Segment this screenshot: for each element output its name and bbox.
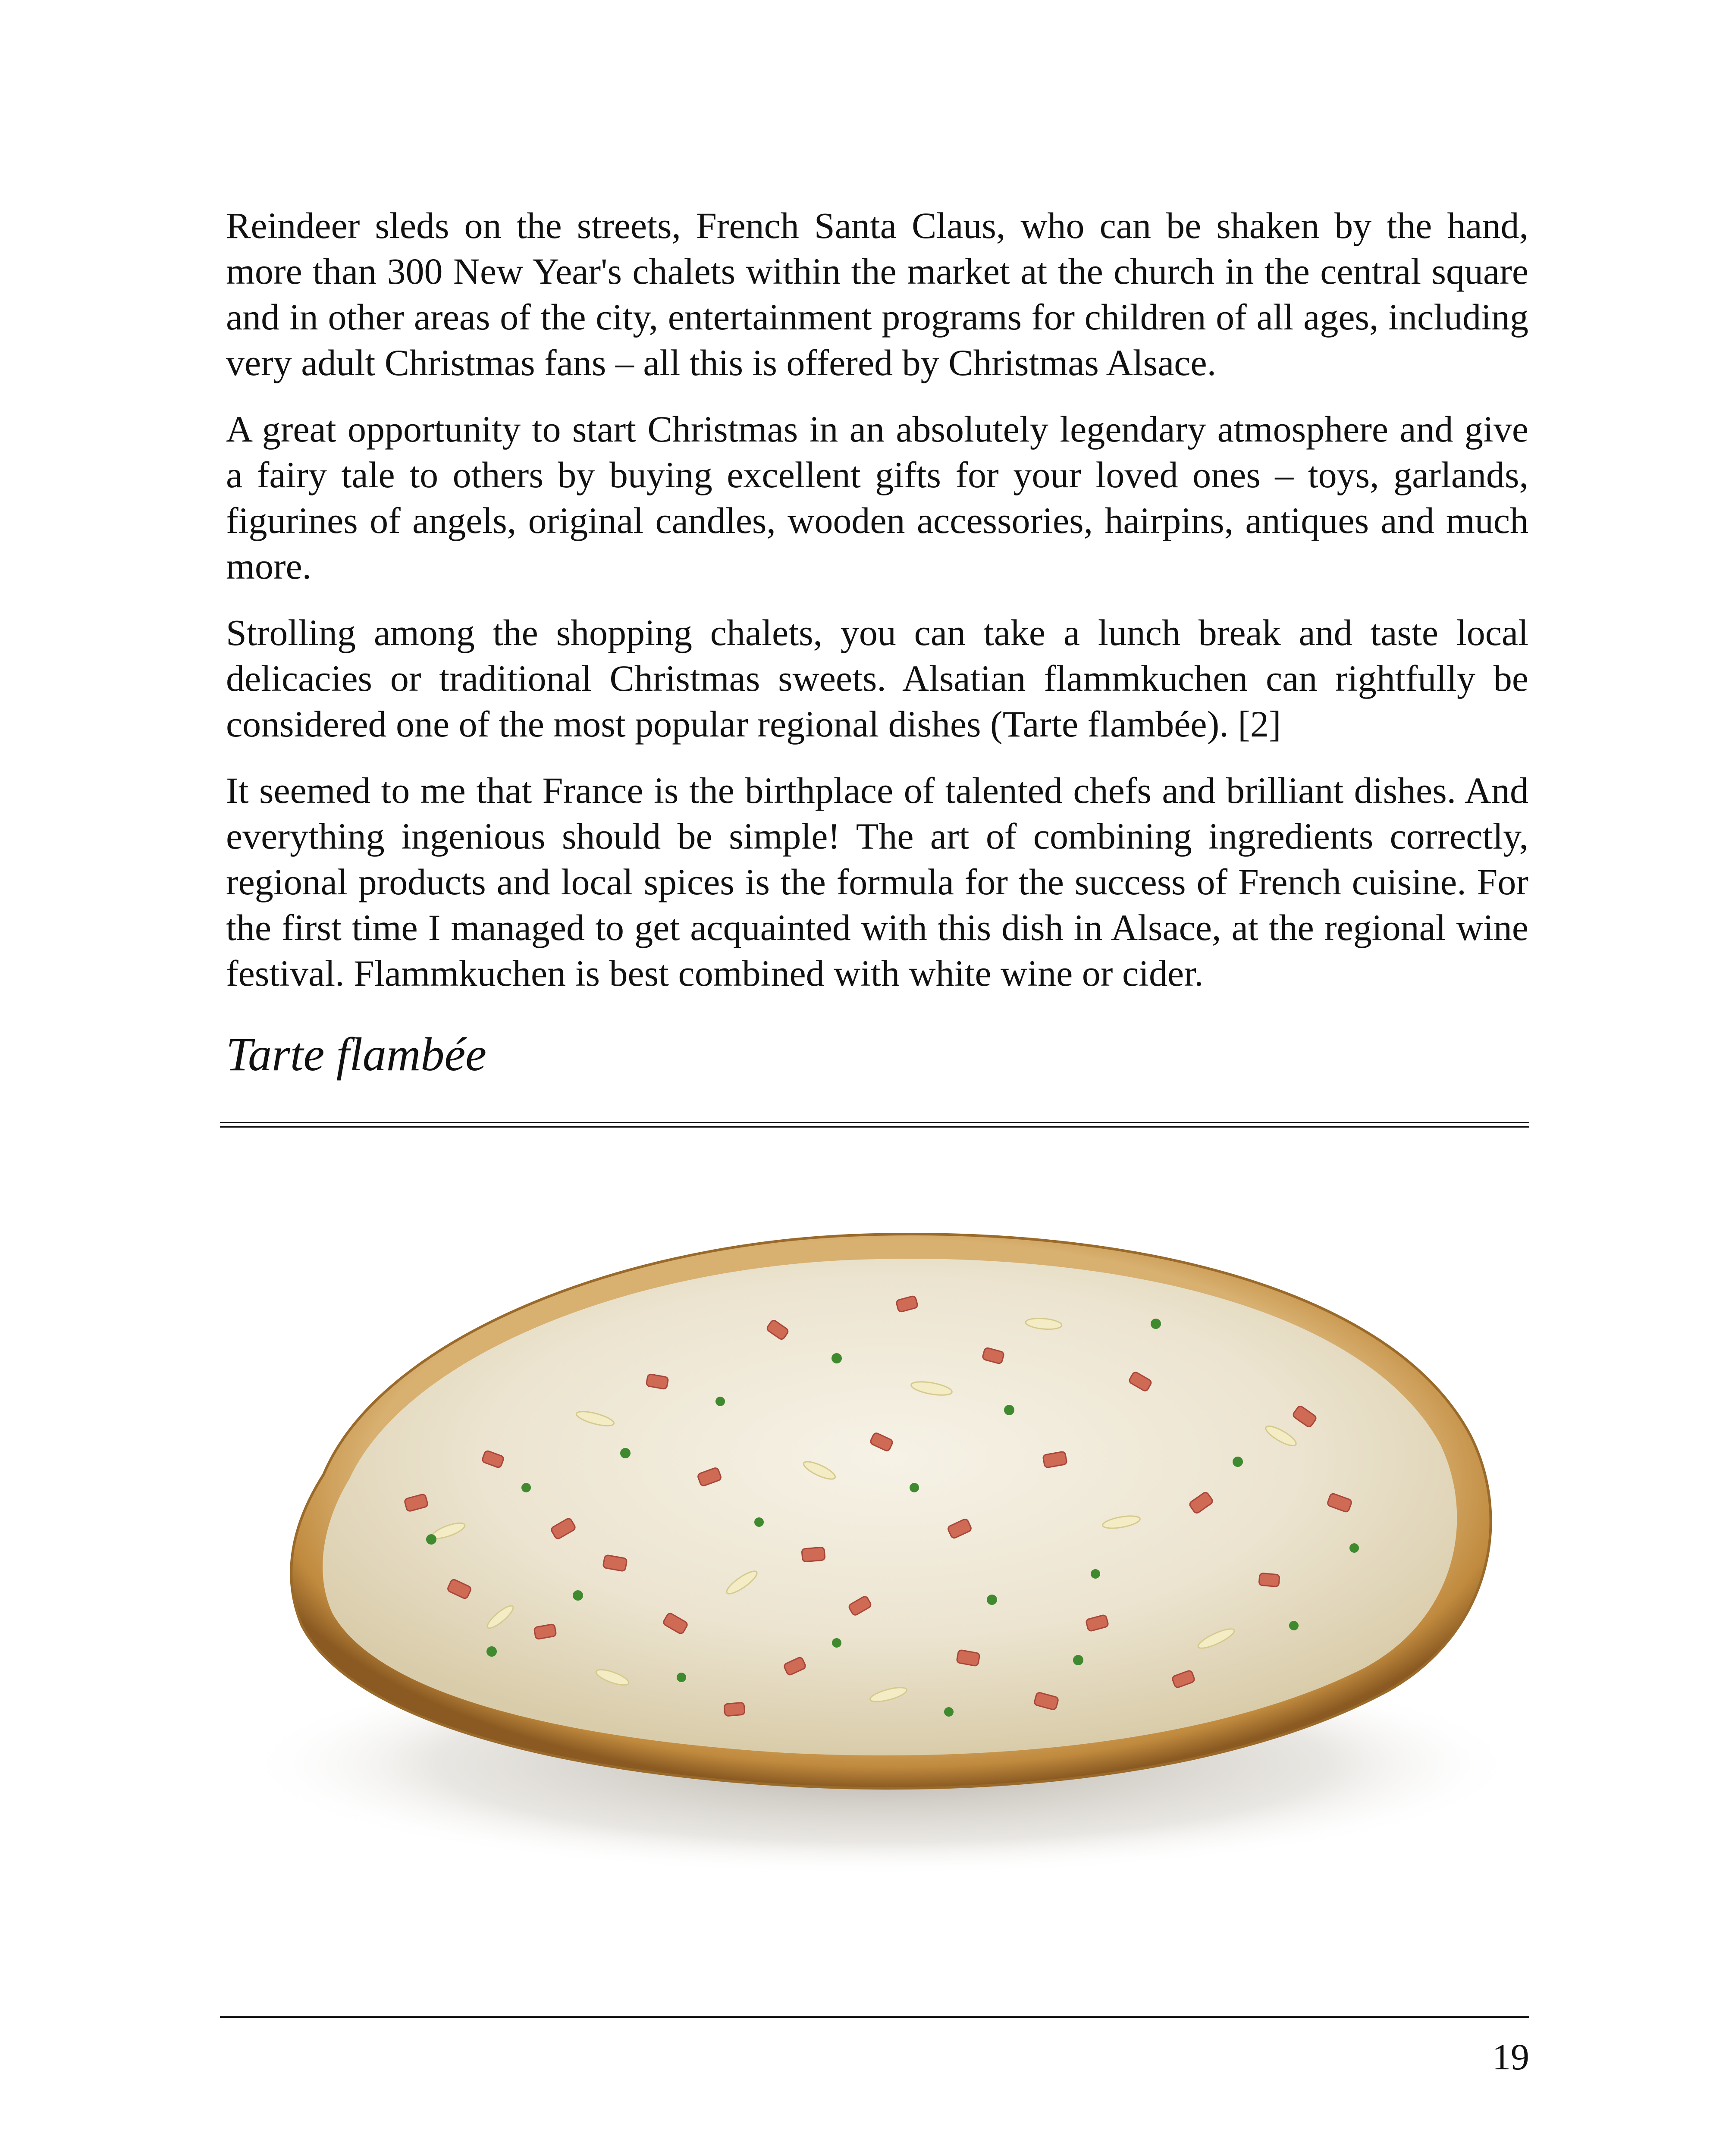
tarte-flambee-photo bbox=[224, 1194, 1531, 1893]
paragraph-3: Strolling among the shopping chalets, you can take a lunch break and taste local delicacies or traditional Christmas sweets. Alsatian flammkuchen can rightfully be considered one of the most popular regional dishes (Tarte flambée). [2] bbox=[226, 612, 1528, 745]
section-heading: Tarte flambée bbox=[226, 1028, 486, 1081]
page-number: 19 bbox=[1492, 2036, 1529, 2078]
paragraph-1: Reindeer sleds on the streets, French Santa Claus, who can be shaken by the hand, more than 300 New Year's chalets within the market at the church in the central square and in other areas of the city, entertainment programs for children of all ages, including very adult Christmas fans – all this is offered by Christmas Alsace. bbox=[226, 205, 1528, 383]
paragraph-4: It seemed to me that France is the birthplace of talented chefs and brilliant dishes. And everything ingenious should be simple! The art of combining ingredients correctly, regional products and local spices is the formula for the success of French cuisine. For the first time I managed to get acquainted with this dish in Alsace, at the regional wine festival. Flammkuchen is best combined with white wine or cider. bbox=[226, 770, 1528, 994]
footer-rule bbox=[220, 2016, 1529, 2018]
body-text bbox=[226, 203, 1528, 1017]
double-rule-divider bbox=[220, 1122, 1529, 1128]
paragraph-2: A great opportunity to start Christmas in an absolutely legendary atmosphere and give a fairy tale to others by buying excellent gifts for your loved ones – toys, garlands, figurines of angels, original candles, wooden accessories, hairpins, antiques and much more. bbox=[226, 408, 1528, 587]
